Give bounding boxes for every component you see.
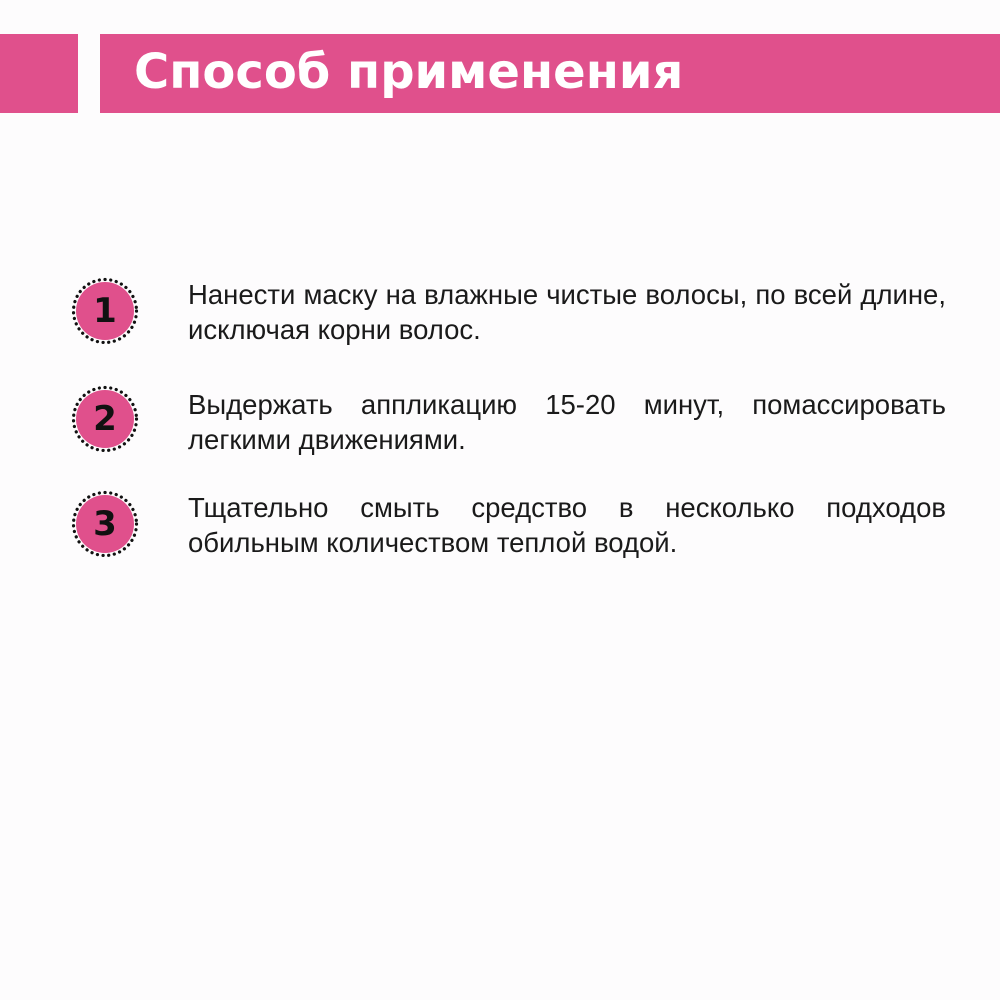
step-number: 2	[93, 399, 117, 439]
step-text: Нанести маску на влажные чистые волосы, по всей длине, исключая корни волос.	[188, 279, 946, 345]
step-number: 3	[93, 504, 117, 544]
step-text: Выдержать аппликацию 15-20 минут, помассировать легкими движениями.	[188, 389, 946, 455]
step-number-badge	[71, 490, 139, 558]
step-number-badge	[71, 385, 139, 453]
step-number: 1	[93, 291, 117, 331]
header-accent-block	[0, 34, 78, 113]
page-title: Способ применения	[134, 44, 684, 100]
step-text: Тщательно смыть средство в несколько подходов обильным количеством теплой водой.	[188, 492, 946, 558]
step-number-badge	[71, 277, 139, 345]
